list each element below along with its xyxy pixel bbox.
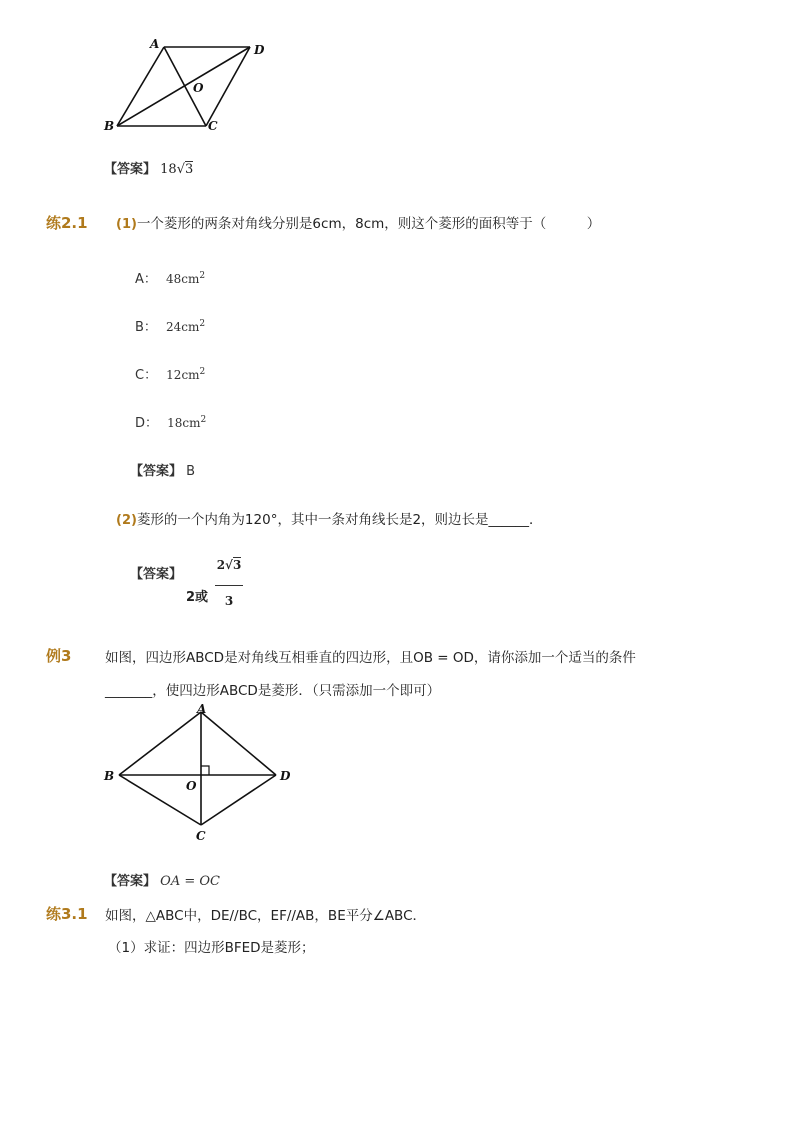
option-a[interactable] [135,268,205,287]
question-text: 一个菱形的两条对角线分别是6cm，8cm，则这个菱形的面积等于（ ） [136,216,601,232]
option-letter: B： [135,320,157,335]
example-3-answer [104,870,220,889]
option-d[interactable] [135,412,206,431]
answer-radicand: 3 [185,162,194,177]
right-angle-mark [201,766,209,775]
exercise-3-1-line-2: （1）求证：四边形BFED是菱形； [108,940,315,956]
answer-value: B [186,464,196,479]
rhombus-figure-1 [100,36,280,136]
edge-ab [119,712,201,775]
vertex-c-label: C [208,119,218,133]
option-value: $12cm^2$ [166,367,206,382]
option-c[interactable] [135,364,205,383]
vertex-d-label: D [280,769,291,783]
fraction-denominator: 3 [224,594,234,608]
answer-prefix: 2或 [186,590,209,605]
vertex-d-label: D [254,43,265,57]
answer-1 [104,158,193,177]
diagonal-bd [117,47,250,126]
vertex-b-label: B [104,769,115,783]
answer-coef: 18 [160,162,177,177]
answer-2-fraction [211,558,247,608]
option-letter: A： [135,272,157,287]
edge-cd [206,47,250,126]
sqrt-symbol: √ [176,162,185,177]
question-text: 菱形的一个内角为120°，其中一条对角线长是2，则边长是______． [136,512,543,528]
exercise-3-1-label: 练3.1 [46,905,88,923]
answer-value: OA = OC [160,874,220,889]
vertex-b-label: B [104,119,115,133]
exercise-2-1-question-1 [116,212,600,232]
edge-ad [201,712,276,775]
answer-tag: 【答案】 [104,162,157,177]
center-o-label: O [193,81,204,95]
option-letter: D： [135,416,159,431]
exercise-2-1-answer-1 [130,460,195,479]
vertex-a-label: A [150,37,160,51]
edge-ab [117,47,164,126]
question-number: (1) [116,217,137,232]
answer-tag: 【答案】 [130,464,183,479]
answer-value [160,161,193,177]
answer-tag: 【答案】 [130,567,183,582]
exercise-3-1-line-1: 如图，△ABC中，DE//BC，EF//AB，BE平分∠ABC． [105,908,427,924]
option-b[interactable] [135,316,205,335]
option-value: $48cm^2$ [166,271,206,286]
exercise-2-1-label: 练2.1 [46,214,88,232]
fraction-numerator: 2√3 [216,558,242,572]
fraction-bar [215,585,243,586]
example-3-line-1: 如图，四边形ABCD是对角线互相垂直的四边形，且OB = OD，请你添加一个适当的条件 [105,650,636,666]
answer-tag: 【答案】 [104,874,157,889]
option-value: $24cm^2$ [166,319,206,334]
rhombus-figure-2 [100,700,300,845]
center-o-label: O [186,779,197,793]
exercise-2-1-question-2 [116,508,543,528]
option-letter: C： [135,368,158,383]
option-value: $18cm^2$ [167,415,207,430]
edge-cd [201,775,276,825]
answer-2-formula [186,560,209,605]
exercise-2-1-answer-2 [130,553,183,582]
question-number: (2) [116,513,137,528]
vertex-a-label: A [197,702,207,716]
vertex-c-label: C [196,829,206,843]
example-3-label: 例3 [46,647,72,665]
example-3-line-2: _______，使四边形ABCD是菱形．（只需添加一个即可） [105,683,441,699]
